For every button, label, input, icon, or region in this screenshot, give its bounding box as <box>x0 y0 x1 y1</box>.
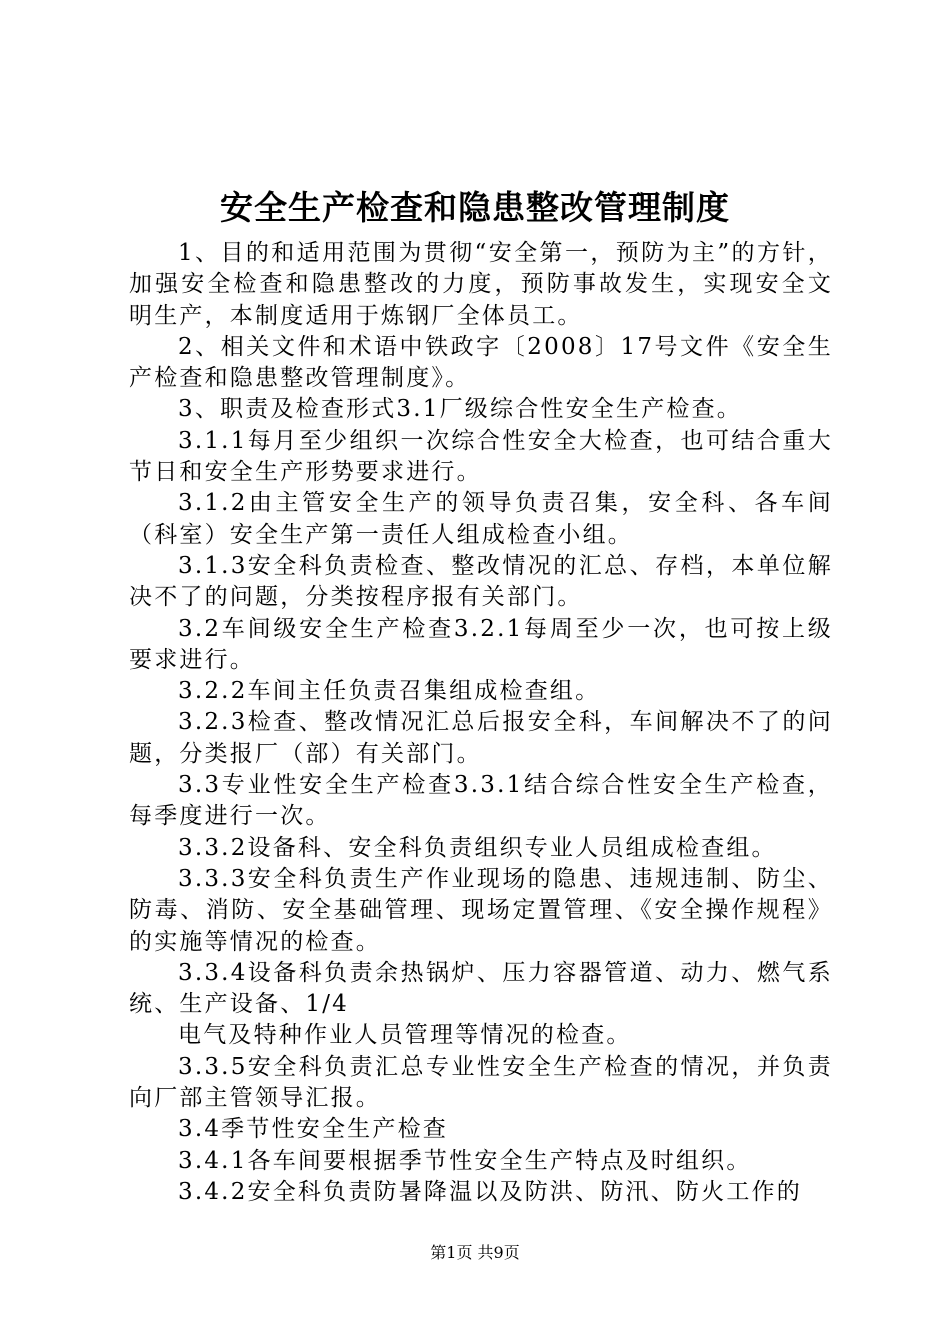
paragraph: 3.4.2安全科负责防暑降温以及防洪、防汛、防火工作的 <box>178 1178 802 1205</box>
paragraph: 3.1.3安全科负责检查、整改情况的汇总、存档，本单位解决不了的问题，分类按程序报有关部门。 <box>129 552 833 611</box>
paragraph: 3.3.5安全科负责汇总专业性安全生产检查的情况，并负责向厂部主管领导汇报。 <box>129 1053 833 1112</box>
paragraph: 3.3.4设备科负责余热锅炉、压力容器管道、动力、燃气系统、生产设备、1/4 <box>129 959 833 1018</box>
page-number: 第1页 共9页 <box>430 1243 520 1262</box>
paragraph: 3.3.3安全科负责生产作业现场的隐患、违规违制、防尘、防毒、消防、安全基础管理、现场定置管理、《安全操作规程》的实施等情况的检查。 <box>129 865 833 955</box>
paragraph: 电气及特种作业人员管理等情况的检查。 <box>178 1022 632 1049</box>
paragraph: 3.4季节性安全生产检查 <box>178 1116 448 1143</box>
paragraph: 1、目的和适用范围为贯彻“安全第一，预防为主”的方针，加强安全检查和隐患整改的力度，预防事故发生，实现安全文明生产，本制度适用于炼钢厂全体员工。 <box>129 240 833 329</box>
document-title: 安全生产检查和隐患整改管理制度 <box>220 188 730 227</box>
paragraph: 3.3.2设备科、安全科负责组织专业人员组成检查组。 <box>178 834 777 861</box>
paragraph: 3.4.1各车间要根据季节性安全生产特点及时组织。 <box>178 1147 752 1174</box>
paragraph: 3.2.2车间主任负责召集组成检查组。 <box>178 678 601 705</box>
paragraph: 3.1.1每月至少组织一次综合性安全大检查，也可结合重大节日和安全生产形势要求进行。 <box>129 427 833 486</box>
paragraph: 3.3专业性安全生产检查3.3.1结合综合性安全生产检查，每季度进行一次。 <box>129 772 833 830</box>
paragraph: 3.2.3检查、整改情况汇总后报安全科，车间解决不了的问题，分类报厂（部）有关部门。 <box>129 709 833 767</box>
paragraph: 3.1.2由主管安全生产的领导负责召集，安全科、各车间（科室）安全生产第一责任人组成检查小组。 <box>129 490 833 548</box>
document-body <box>129 238 833 1208</box>
paragraph: 2、相关文件和术语中铁政字〔2008〕17号文件《安全生产检查和隐患整改管理制度》。 <box>129 333 833 392</box>
paragraph: 3、职责及检查形式3.1厂级综合性安全生产检查。 <box>178 396 743 423</box>
paragraph: 3.2车间级安全生产检查3.2.1每周至少一次，也可按上级要求进行。 <box>129 615 833 673</box>
